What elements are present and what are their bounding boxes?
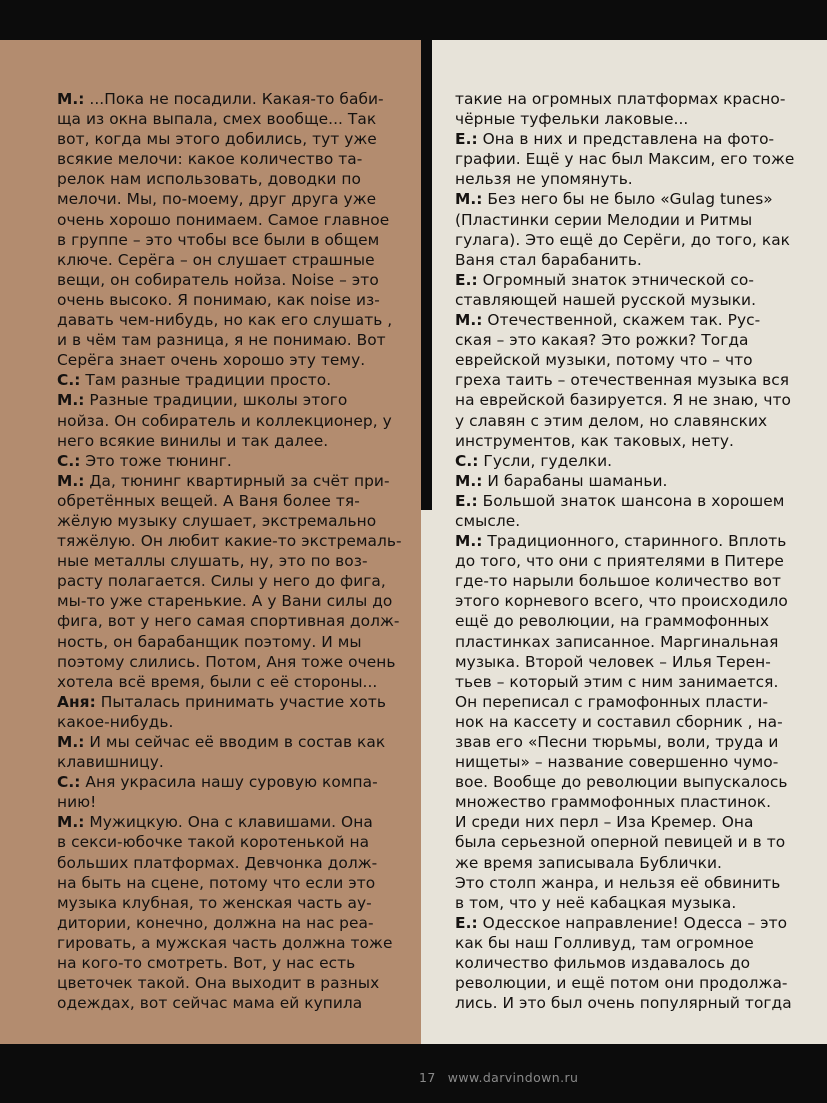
text-line [57, 451, 417, 471]
line-text: Гусли, гуделки. [478, 451, 613, 470]
line-text: ность, он барабанщик поэтому. И мы [57, 632, 362, 651]
text-line [57, 732, 417, 752]
line-text: очень высоко. Я понимаю, как noise из- [57, 290, 380, 309]
line-text: на быть на сцене, потому что если это [57, 873, 376, 892]
speaker-label: М.: [455, 532, 483, 551]
line-text: тяжёлую. Он любит какие-то экстремаль- [57, 532, 402, 551]
text-line [455, 149, 825, 169]
line-text: на кого-то смотреть. Вот, у нас есть [57, 954, 356, 973]
text-line [455, 491, 825, 511]
line-text: Она в них и представлена на фото- [477, 130, 775, 149]
text-line [455, 853, 825, 873]
line-text: мы-то уже старенькие. А у Вани силы до [57, 592, 393, 611]
line-text: нищеты» – название совершенно чумо- [455, 753, 779, 772]
text-line [455, 712, 825, 732]
text-line [455, 873, 825, 893]
text-line [455, 169, 825, 189]
text-line [57, 853, 417, 873]
speaker-label: М.: [57, 391, 85, 410]
line-text: у славян с этим делом, но славянских [455, 411, 768, 430]
text-line [57, 953, 417, 973]
line-text: релок нам использовать, доводки по [57, 170, 362, 189]
text-line [455, 390, 825, 410]
text-line [455, 591, 825, 611]
line-text: какое-нибудь. [57, 712, 174, 731]
text-line [57, 652, 417, 672]
line-text: Большой знаток шансона в хорошем [477, 491, 785, 510]
text-line [455, 310, 825, 330]
line-text: дитории, конечно, должна на нас реа- [57, 913, 374, 932]
line-text: графии. Ещё у нас был Максим, его тоже [455, 150, 795, 169]
text-line [455, 431, 825, 451]
text-line [57, 712, 417, 732]
line-text: нойза. Он собиратель и коллекционер, у [57, 411, 392, 430]
line-text: Он переписал с грамофонных пласти- [455, 692, 769, 711]
line-text: количество фильмов издавалось до [455, 954, 751, 973]
line-text: греха таить – отечественная музыка вся [455, 371, 790, 390]
text-line [57, 350, 417, 370]
line-text: была серьезной оперной певицей и в то [455, 833, 786, 852]
line-text: нию! [57, 793, 97, 812]
text-line [455, 250, 825, 270]
speaker-label: М.: [57, 471, 85, 490]
line-text: вот, когда мы этого добились, тут уже [57, 130, 377, 149]
speaker-label: Е.: [455, 913, 478, 932]
line-text: пластинках записанное. Маргинальная [455, 632, 779, 651]
line-text: И барабаны шаманьи. [482, 471, 668, 490]
speaker-label: С.: [57, 773, 81, 792]
text-line [455, 89, 825, 109]
text-line [57, 250, 417, 270]
line-text: звав его «Песни тюрьмы, воли, труда и [455, 733, 779, 751]
line-text: обретённых вещей. А Ваня более тя- [57, 491, 360, 510]
line-text: музыка. Второй человек – Илья Терен- [455, 652, 771, 671]
speaker-label: Е.: [455, 130, 478, 149]
line-text: Традиционного, старинного. Вплоть [482, 532, 787, 551]
line-text: еврейской музыки, потому что – что [455, 351, 753, 370]
line-text: жёлую музыку слушает, экстремально [57, 511, 377, 530]
page-footer [419, 1070, 590, 1085]
speaker-label: С.: [57, 451, 81, 470]
speaker-label: Аня: [57, 692, 96, 711]
text-line [57, 692, 417, 712]
text-line [57, 109, 417, 129]
line-text: гулага). Это ещё до Серёги, до того, как [455, 230, 791, 249]
text-line [57, 310, 417, 330]
right-text-column [455, 89, 825, 1013]
speaker-label: М.: [455, 311, 483, 330]
line-text: революции, и ещё потом они продолжа- [455, 974, 788, 993]
line-text: этого корневого всего, что происходило [455, 592, 788, 611]
line-text: давать чем-нибудь, но как его слушать , [57, 311, 393, 330]
text-line [57, 431, 417, 451]
line-text: множество граммофонных пластинок. [455, 793, 772, 812]
text-line [455, 350, 825, 370]
line-text: ещё до революции, на граммофонных [455, 612, 769, 631]
line-text: Там разные традиции просто. [80, 371, 332, 390]
line-text: до того, что они с приятелями в Питере [455, 552, 784, 571]
line-text: хотела всё время, были с её стороны... [57, 672, 378, 691]
line-text: Без него бы не было «Gulag tunes» [482, 190, 773, 209]
right-panel-extension [421, 510, 432, 1044]
text-line [57, 189, 417, 209]
text-line [57, 471, 417, 491]
site-url: www.darvindown.ru [447, 1070, 579, 1085]
left-text-column [57, 89, 417, 1013]
text-line [57, 812, 417, 832]
line-text: Разные традиции, школы этого [84, 391, 348, 410]
line-text: ща из окна выпала, смех вообще... Так [57, 110, 377, 129]
line-text: ные металлы слушать, ну, это по воз- [57, 552, 368, 571]
text-line [455, 953, 825, 973]
line-text: Отечественной, скажем так. Рус- [482, 311, 761, 330]
line-text: в том, что у неё кабацкая музыка. [455, 893, 737, 912]
speaker-label: М.: [455, 471, 483, 490]
line-text: же время записывала Бублички. [455, 853, 722, 872]
text-line [455, 129, 825, 149]
text-line [455, 531, 825, 551]
text-line [57, 591, 417, 611]
text-line [57, 370, 417, 390]
line-text: Мужицкую. Она с клавишами. Она [84, 813, 373, 832]
text-line [455, 913, 825, 933]
text-line [57, 89, 417, 109]
text-line [57, 832, 417, 852]
line-text: нок на кассету и составил сборник , на- [455, 712, 783, 731]
text-line [57, 330, 417, 350]
line-text: Пыталась принимать участие хоть [95, 692, 386, 711]
line-text: И мы сейчас её вводим в состав как [84, 733, 386, 751]
text-line [57, 973, 417, 993]
line-text: инструментов, как таковых, нету. [455, 431, 734, 450]
line-text: как бы наш Голливуд, там огромное [455, 933, 754, 952]
text-line [455, 571, 825, 591]
line-text: гировать, а мужская часть должна тоже [57, 933, 393, 952]
text-line [455, 832, 825, 852]
text-line [57, 913, 417, 933]
line-text: Огромный знаток этнической со- [477, 270, 755, 289]
text-line [57, 893, 417, 913]
text-line [57, 571, 417, 591]
line-text: Аня украсила нашу суровую компа- [80, 773, 378, 792]
line-text: где-то нарыли большое количество вот [455, 572, 782, 591]
line-text: поэтому слились. Потом, Аня тоже очень [57, 652, 396, 671]
text-line [455, 230, 825, 250]
text-line [455, 632, 825, 652]
text-line [57, 873, 417, 893]
line-text: него всякие винилы и так далее. [57, 431, 329, 450]
text-line [455, 411, 825, 431]
text-line [455, 792, 825, 812]
line-text: Это тоже тюнинг. [80, 451, 232, 470]
line-text: Это столп жанра, и нельзя её обвинить [455, 873, 781, 892]
line-text: ключе. Серёга – он слушает страшные [57, 250, 375, 269]
text-line [57, 531, 417, 551]
text-line [57, 491, 417, 511]
line-text: тьев – который этим с ним занимается. [455, 672, 779, 691]
line-text: и в чём там разница, я не понимаю. Вот [57, 331, 386, 350]
line-text: мелочи. Мы, по-моему, друг друга уже [57, 190, 377, 209]
text-line [57, 611, 417, 631]
speaker-label: С.: [57, 371, 81, 390]
text-line [57, 632, 417, 652]
line-text: Да, тюнинг квартирный за счёт при- [84, 471, 390, 490]
text-line [57, 752, 417, 772]
text-line [455, 189, 825, 209]
text-line [455, 611, 825, 631]
text-line [455, 993, 825, 1013]
text-line [57, 270, 417, 290]
line-text: фига, вот у него самая спортивная долж- [57, 612, 400, 631]
text-line [57, 290, 417, 310]
text-line [455, 973, 825, 993]
line-text: на еврейской базируется. Я не знаю, что [455, 391, 792, 410]
line-text: расту полагается. Силы у него до фига, [57, 572, 386, 591]
line-text: одеждах, вот сейчас мама ей купила [57, 994, 363, 1013]
line-text: всякие мелочи: какое количество та- [57, 150, 363, 169]
line-text: ставляющей нашей русской музыки. [455, 290, 757, 309]
line-text: ...Пока не посадили. Какая-то баби- [84, 90, 384, 108]
text-line [455, 772, 825, 792]
speaker-label: Е.: [455, 270, 478, 289]
text-line [455, 551, 825, 571]
line-text: очень хорошо понимаем. Самое главное [57, 210, 390, 229]
text-line [455, 270, 825, 290]
text-line [455, 210, 825, 230]
text-line [455, 451, 825, 471]
text-line [57, 149, 417, 169]
text-line [57, 230, 417, 250]
line-text: больших платформах. Девчонка долж- [57, 853, 378, 872]
text-line [455, 109, 825, 129]
line-text: Ваня стал барабанить. [455, 250, 642, 269]
text-line [57, 672, 417, 692]
text-line [57, 169, 417, 189]
line-text: вое. Вообще до революции выпускалось [455, 773, 788, 792]
line-text: лись. И это был очень популярный тогда [455, 994, 792, 1013]
text-line [455, 732, 825, 752]
text-line [455, 812, 825, 832]
text-line [57, 772, 417, 792]
text-line [57, 411, 417, 431]
line-text: вещи, он собиратель нойза. Noise – это [57, 270, 379, 289]
text-line [455, 652, 825, 672]
line-text: Серёга знает очень хорошо эту тему. [57, 351, 366, 370]
line-text: такие на огромных платформах красно- [455, 90, 786, 108]
page-number: 17 [419, 1070, 436, 1085]
text-line [455, 933, 825, 953]
text-line [455, 290, 825, 310]
line-text: в группе – это чтобы все были в общем [57, 230, 380, 249]
line-text: ская – это какая? Это рожки? Тогда [455, 331, 749, 350]
speaker-label: М.: [57, 813, 85, 832]
line-text: в секси-юбочке такой коротенькой на [57, 833, 370, 852]
line-text: цветочек такой. Она выходит в разных [57, 974, 380, 993]
text-line [455, 370, 825, 390]
speaker-label: М.: [57, 90, 85, 108]
speaker-label: М.: [455, 190, 483, 209]
line-text: чёрные туфельки лаковые... [455, 110, 689, 129]
text-line [57, 511, 417, 531]
speaker-label: Е.: [455, 491, 478, 510]
line-text: (Пластинки серии Мелодии и Ритмы [455, 210, 753, 229]
text-line [455, 471, 825, 491]
text-line [455, 672, 825, 692]
line-text: нельзя не упомянуть. [455, 170, 633, 189]
text-line [455, 752, 825, 772]
text-line [57, 933, 417, 953]
text-line [57, 210, 417, 230]
text-line [455, 511, 825, 531]
text-line [57, 390, 417, 410]
line-text: клавишницу. [57, 753, 164, 772]
text-line [57, 129, 417, 149]
line-text: музыка клубная, то женская часть ау- [57, 893, 372, 912]
text-line [455, 330, 825, 350]
speaker-label: С.: [455, 451, 479, 470]
speaker-label: М.: [57, 733, 85, 751]
line-text: смысле. [455, 511, 521, 530]
text-line [57, 551, 417, 571]
text-line [57, 792, 417, 812]
text-line [455, 692, 825, 712]
line-text: Одесское направление! Одесса – это [477, 913, 788, 932]
text-line [57, 993, 417, 1013]
text-line [455, 893, 825, 913]
line-text: И среди них перл – Иза Кремер. Она [455, 813, 754, 832]
